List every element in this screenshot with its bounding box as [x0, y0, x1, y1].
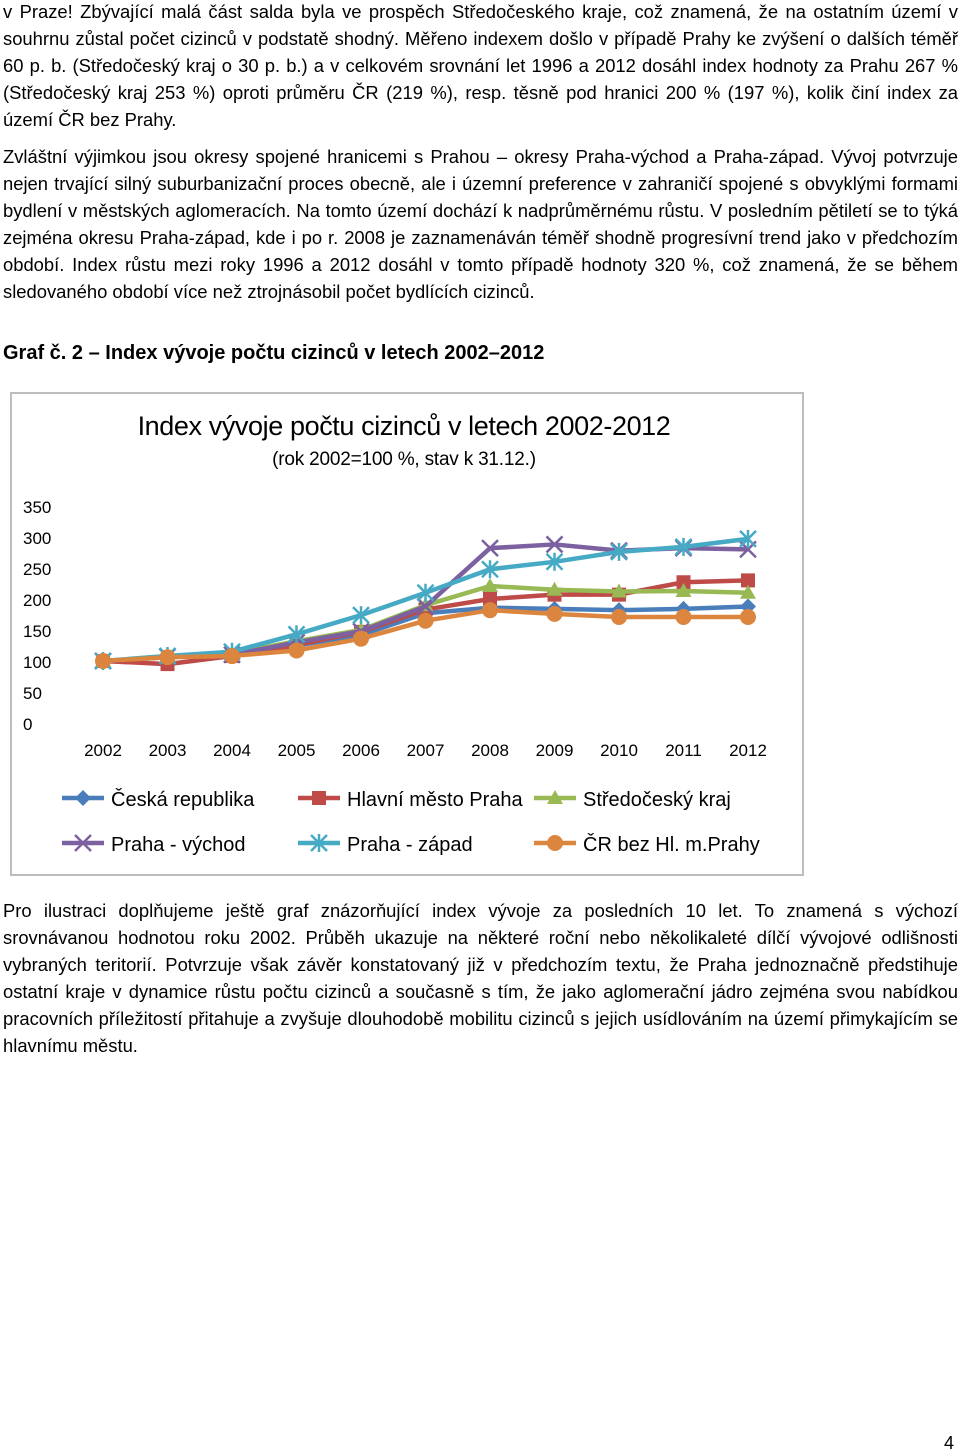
- chart-title: Index vývoje počtu cizinců v letech 2002-2012: [137, 411, 671, 441]
- x-tick-label: 2005: [277, 741, 316, 760]
- y-tick-label: 200: [23, 591, 52, 610]
- y-tick-label: 250: [23, 560, 52, 579]
- paragraph-suburban: Zvláštní výjimkou jsou okresy spojené hranicemi s Prahou – okresy Praha-východ a Praha-západ. Vývoj potvrzuje nejen trvající silný suburbanizační proces obecně, ale i územní preference v zahraničí spojené s obvyklými formami bydlení v městských aglomeracích. Na tomto území dochází k nadprůměrnému růstu. V posledním pětiletí se to týká zejména okresu Praha-západ, kde i po r. 2008 je zaznamenáván téměř shodně progresívní trend jako v předchozím období. Index růstu mezi roky 1996 a 2012 dosáhl v tomto případě hodnoty 320 %, což znamená, že se během sledovaného období více než ztrojnásobil počet bydlících cizinců.: [3, 146, 958, 302]
- legend-label: Středočeský kraj: [583, 789, 731, 811]
- data-point: [740, 609, 756, 625]
- data-point: [160, 649, 176, 665]
- paragraph-intro: v Praze! Zbývající malá část salda byla ve prospěch Středočeského kraje, což znamená, že na ostatním území v souhrnu zůstal počet cizinců v podstatě shodný. Měřeno indexem došlo v případě Prahy ke zvýšení o dalších téměř 60 p. b. (Středočeský kraj o 30 p. b.) a v celkovém srovnání let 1996 a 2012 dosáhl index hodnoty za Prahu 267 % (Středočeský kraj 253 %) oproti průměru ČR (219 %), resp. těsně pod hranici 200 % (197 %), kolik činí index za území ČR bez Prahy.: [3, 1, 958, 130]
- x-tick-label: 2004: [213, 741, 251, 760]
- data-point: [482, 602, 498, 618]
- figure-caption: Graf č. 2 – Index vývoje počtu cizinců v letech 2002–2012: [3, 342, 545, 364]
- data-point: [289, 642, 305, 658]
- legend-label: Hlavní město Praha: [347, 789, 523, 811]
- x-tick-label: 2003: [148, 741, 187, 760]
- x-tick-label: 2002: [84, 741, 122, 760]
- y-tick-label: 300: [23, 529, 52, 548]
- y-tick-label: 350: [23, 498, 52, 517]
- legend-marker: [75, 790, 91, 806]
- legend-label: Praha - východ: [111, 834, 246, 856]
- y-tick-label: 100: [23, 653, 52, 672]
- chart-subtitle: (rok 2002=100 %, stav k 31.12.): [272, 449, 536, 470]
- y-tick-label: 50: [23, 684, 42, 703]
- paragraph-illustration: Pro ilustraci doplňujeme ještě graf znázorňující index vývoje za posledních 10 let. To znamená s výchozí srovnávanou hodnotou roku 2002. Průběh ukazuje na některé roční nebo několikaleté dílčí vývojové odlišnosti vybraných teritorií. Potvrzuje však závěr konstatovaný již v předchozím textu, že Praha jednoznačně předstihuje ostatní kraje v dynamice růstu počtu cizinců a současně s tím, že jako aglomerační jádro zejména svou nabídkou pracovních příležitostí přitahuje a zvyšuje dlouhodobě mobilitu cizinců s jejich usídlováním na území přimykajícím se hlavnímu městu.: [3, 900, 958, 1056]
- legend-marker: [547, 835, 563, 851]
- x-tick-label: 2007: [406, 741, 445, 760]
- y-tick-label: 0: [23, 715, 33, 734]
- legend-label: ČR bez Hl. m.Prahy: [583, 834, 760, 856]
- data-point: [224, 648, 240, 664]
- x-tick-label: 2011: [665, 741, 702, 760]
- x-tick-label: 2010: [600, 741, 638, 760]
- y-tick-label: 150: [23, 622, 52, 641]
- data-point: [353, 631, 369, 647]
- page-number: 4: [943, 1433, 954, 1453]
- legend-marker: [312, 791, 326, 805]
- data-point: [611, 609, 627, 625]
- data-point: [547, 606, 563, 622]
- x-tick-label: 2009: [535, 741, 574, 760]
- data-point: [676, 609, 692, 625]
- legend-label: Praha - západ: [347, 834, 473, 856]
- x-tick-label: 2012: [729, 741, 767, 760]
- data-point: [95, 653, 111, 669]
- x-tick-label: 2006: [342, 741, 380, 760]
- legend-label: Česká republika: [111, 789, 255, 811]
- x-tick-label: 2008: [471, 741, 509, 760]
- data-point: [418, 613, 434, 629]
